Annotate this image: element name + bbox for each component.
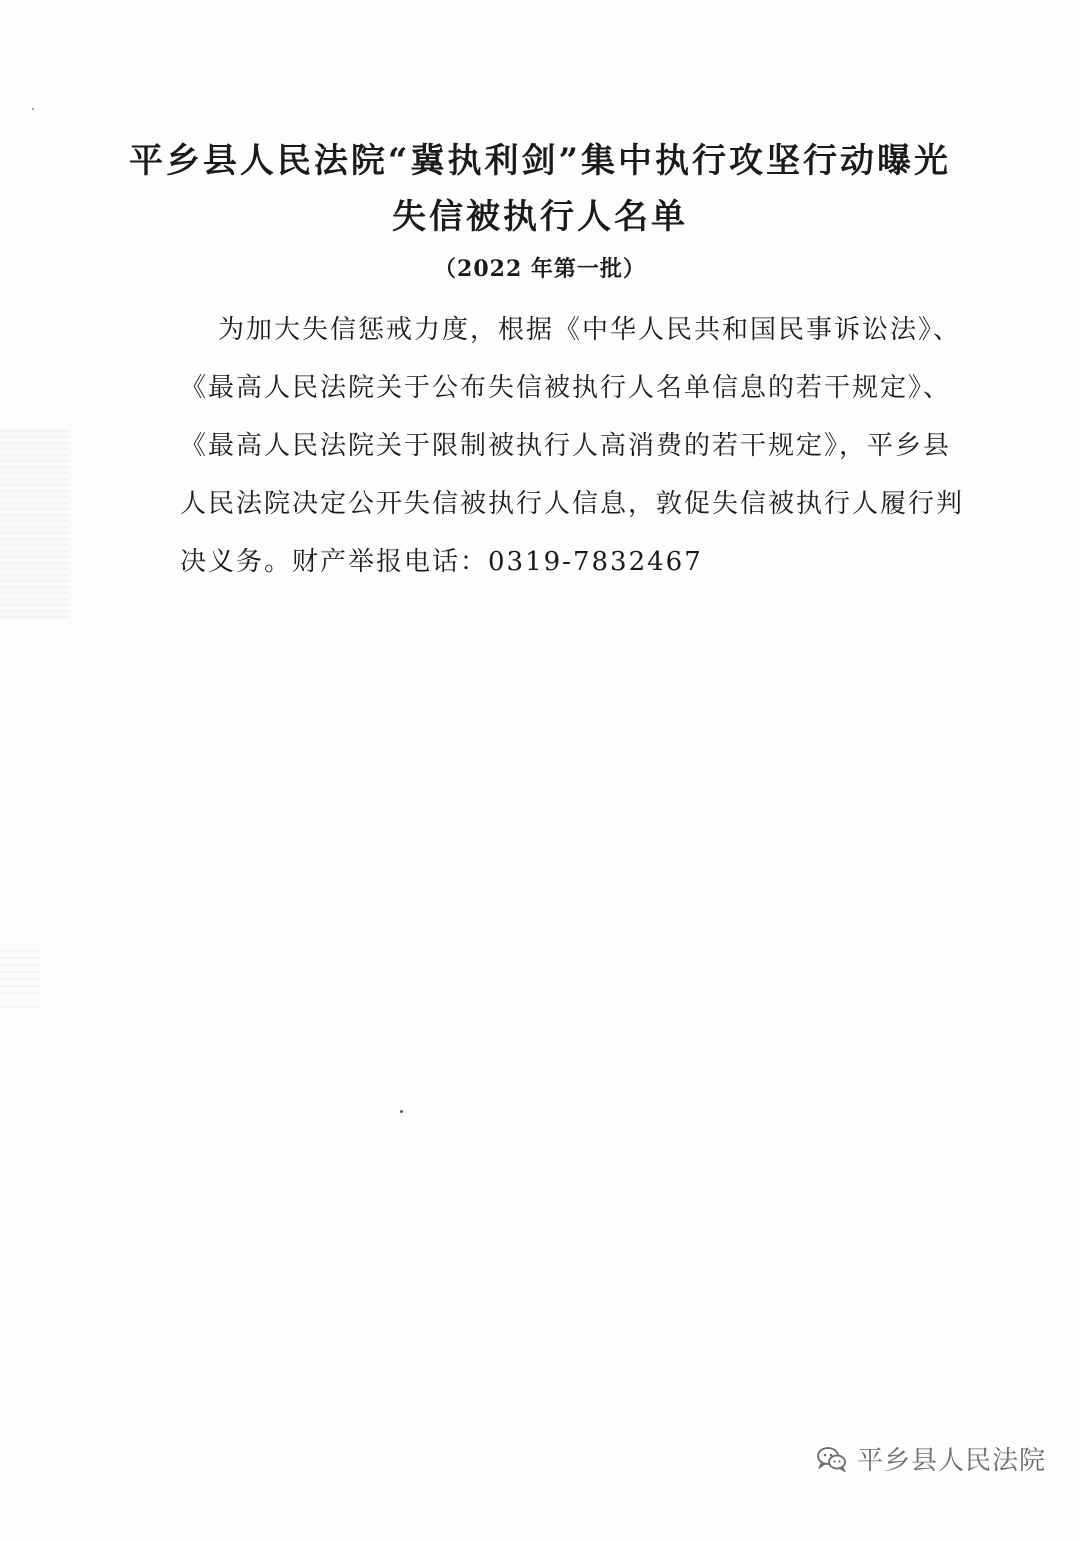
wechat-icon	[817, 1446, 847, 1472]
scan-artifact	[0, 430, 70, 620]
scan-speck	[400, 1110, 403, 1113]
document-subtitle: （2022 年第一批）	[434, 256, 646, 282]
body-line-4: 人民法院决定公开失信被执行人信息，敦促失信被执行人履行判	[180, 489, 965, 519]
scan-artifact	[0, 950, 40, 1010]
body-line-3: 《最高人民法院关于限制被执行人高消费的若干规定》，平乡县	[180, 431, 952, 461]
body-line-5: 决义务。财产举报电话：0319-7832467	[180, 547, 703, 577]
document-title-line-2: 失信被执行人名单	[392, 197, 688, 237]
document-title-line-1: 平乡县人民法院“冀执利剑”集中执行攻坚行动曝光	[128, 141, 952, 181]
wechat-watermark	[817, 1440, 1046, 1477]
scan-speck	[32, 108, 34, 110]
watermark-text: 平乡县人民法院	[856, 1446, 1046, 1476]
body-line-1: 为加大失信惩戒力度，根据《中华人民共和国民事诉讼法》、	[218, 315, 962, 345]
body-line-2: 《最高人民法院关于公布失信被执行人名单信息的若干规定》、	[180, 373, 952, 403]
